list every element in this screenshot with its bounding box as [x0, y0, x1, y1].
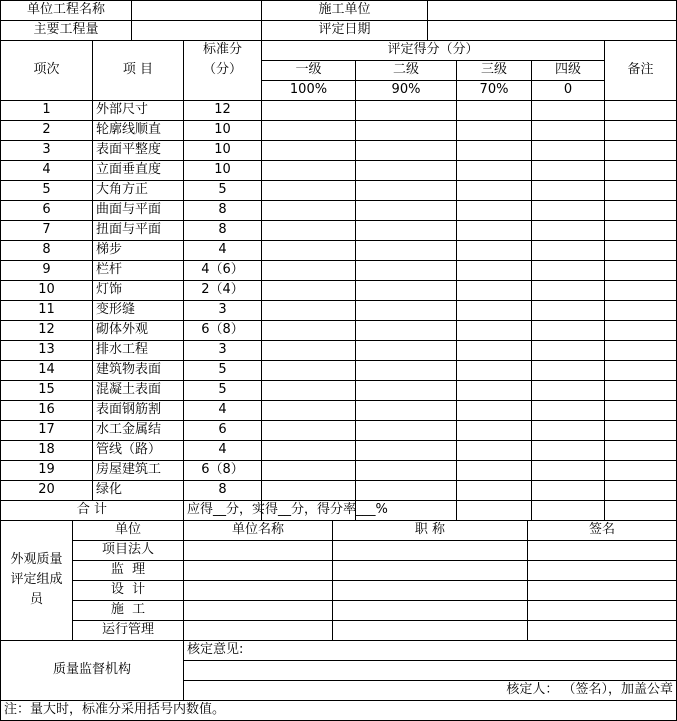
grid-line	[183, 660, 677, 661]
committee-member-project-owner: 项目法人	[101, 542, 154, 557]
row-standard-score: 2（4）	[201, 282, 244, 297]
row-index: 19	[38, 462, 55, 477]
row-item: 曲面与平面	[96, 202, 162, 217]
column-header-score-group: 评定得分（分）	[387, 42, 479, 57]
row-item: 变形缝	[96, 302, 136, 317]
grid-line	[531, 60, 532, 520]
row-standard-score: 3	[218, 302, 227, 317]
assessment-date-label: 评定日期	[318, 22, 371, 37]
row-index: 14	[38, 362, 55, 377]
row-standard-score: 5	[218, 362, 227, 377]
row-item: 栏杆	[96, 262, 123, 277]
row-standard-score: 6（8）	[201, 322, 244, 337]
grade-3-header: 三级	[480, 62, 507, 77]
row-item: 表面平整度	[96, 142, 162, 157]
footnote: 注：量大时，标准分采用括号内数值。	[4, 702, 226, 717]
committee-label: 外观质量评定组成员	[10, 552, 63, 607]
committee-col-signature: 签名	[588, 522, 615, 537]
column-header-item: 项 目	[122, 62, 154, 77]
row-item: 管线（路）	[96, 442, 162, 457]
row-index: 1	[42, 102, 51, 117]
row-item: 轮廓线顺直	[96, 122, 162, 137]
committee-member-operation: 运行管理	[101, 622, 154, 637]
row-index: 7	[42, 222, 51, 237]
committee-member-design: 设 计	[110, 582, 146, 597]
row-item: 建筑物表面	[96, 362, 162, 377]
grade-4-rate: 0	[563, 82, 573, 97]
column-header-remark: 备注	[627, 62, 654, 77]
committee-col-unit: 单位	[114, 522, 141, 537]
grade-3-rate: 70%	[479, 82, 509, 97]
row-item: 立面垂直度	[96, 162, 162, 177]
supervision-opinion-label: 核定意见:	[187, 642, 244, 657]
row-standard-score: 10	[214, 122, 231, 137]
grid-line	[427, 0, 428, 40]
row-index: 15	[38, 382, 55, 397]
row-index: 16	[38, 402, 55, 417]
grid-line	[355, 60, 356, 520]
row-index: 8	[42, 242, 51, 257]
construction-unit-label: 施工单位	[318, 2, 371, 17]
row-item: 扭面与平面	[96, 222, 162, 237]
row-standard-score: 4	[218, 242, 227, 257]
row-item: 水工金属结	[96, 422, 162, 437]
grid-line	[131, 0, 132, 40]
total-summary: 应得__分，实得__分，得分率___%	[187, 502, 388, 517]
row-standard-score: 10	[214, 162, 231, 177]
row-index: 2	[42, 122, 51, 137]
row-index: 20	[38, 482, 55, 497]
row-item: 房屋建筑工	[96, 462, 162, 477]
row-index: 18	[38, 442, 55, 457]
row-standard-score: 10	[214, 142, 231, 157]
row-index: 17	[38, 422, 55, 437]
row-index: 13	[38, 342, 55, 357]
row-item: 绿化	[96, 482, 123, 497]
row-standard-score: 4	[218, 442, 227, 457]
row-standard-score: 5	[218, 382, 227, 397]
row-index: 9	[42, 262, 51, 277]
grid-line	[604, 40, 605, 520]
grade-2-header: 二级	[392, 62, 419, 77]
row-item: 排水工程	[96, 342, 149, 357]
committee-col-unit-name: 单位名称	[231, 522, 284, 537]
row-item: 大角方正	[96, 182, 149, 197]
row-index: 6	[42, 202, 51, 217]
row-item: 灯饰	[96, 282, 123, 297]
row-standard-score: 3	[218, 342, 227, 357]
unit-project-name-label: 单位工程名称	[26, 2, 105, 17]
row-index: 4	[42, 162, 51, 177]
column-header-standard-score: 标准分	[202, 42, 242, 57]
grid-line	[183, 520, 184, 700]
row-standard-score: 8	[218, 482, 227, 497]
supervision-org-label: 质量监督机构	[52, 662, 131, 677]
grade-4-header: 四级	[554, 62, 581, 77]
row-standard-score: 12	[214, 102, 231, 117]
row-index: 10	[38, 282, 55, 297]
column-header-index: 项次	[33, 62, 60, 77]
committee-col-title: 职 称	[414, 522, 446, 537]
supervision-approver: 核定人： （签名），加盖公章	[506, 682, 673, 697]
row-index: 12	[38, 322, 55, 337]
row-index: 5	[42, 182, 51, 197]
row-standard-score: 4（6）	[201, 262, 244, 277]
row-item: 混凝土表面	[96, 382, 162, 397]
row-standard-score: 8	[218, 222, 227, 237]
row-index: 3	[42, 142, 51, 157]
row-standard-score: 6	[218, 422, 227, 437]
row-item: 砌体外观	[96, 322, 149, 337]
row-item: 外部尺寸	[96, 102, 149, 117]
row-standard-score: 5	[218, 182, 227, 197]
row-item: 梯步	[96, 242, 123, 257]
committee-member-construction: 施 工	[110, 602, 146, 617]
row-index: 11	[38, 302, 55, 317]
row-standard-score: 8	[218, 202, 227, 217]
row-standard-score: 4	[218, 402, 227, 417]
grade-1-header: 一级	[295, 62, 322, 77]
row-standard-score: 6（8）	[201, 462, 244, 477]
grade-1-rate: 100%	[289, 82, 328, 97]
total-label: 合 计	[76, 502, 108, 517]
column-header-standard-score-unit: （分）	[202, 62, 242, 77]
committee-member-supervision: 监 理	[110, 562, 146, 577]
main-quantity-label: 主要工程量	[33, 22, 99, 37]
grade-2-rate: 90%	[391, 82, 421, 97]
grid-line	[456, 60, 457, 520]
row-item: 表面钢筋割	[96, 402, 162, 417]
